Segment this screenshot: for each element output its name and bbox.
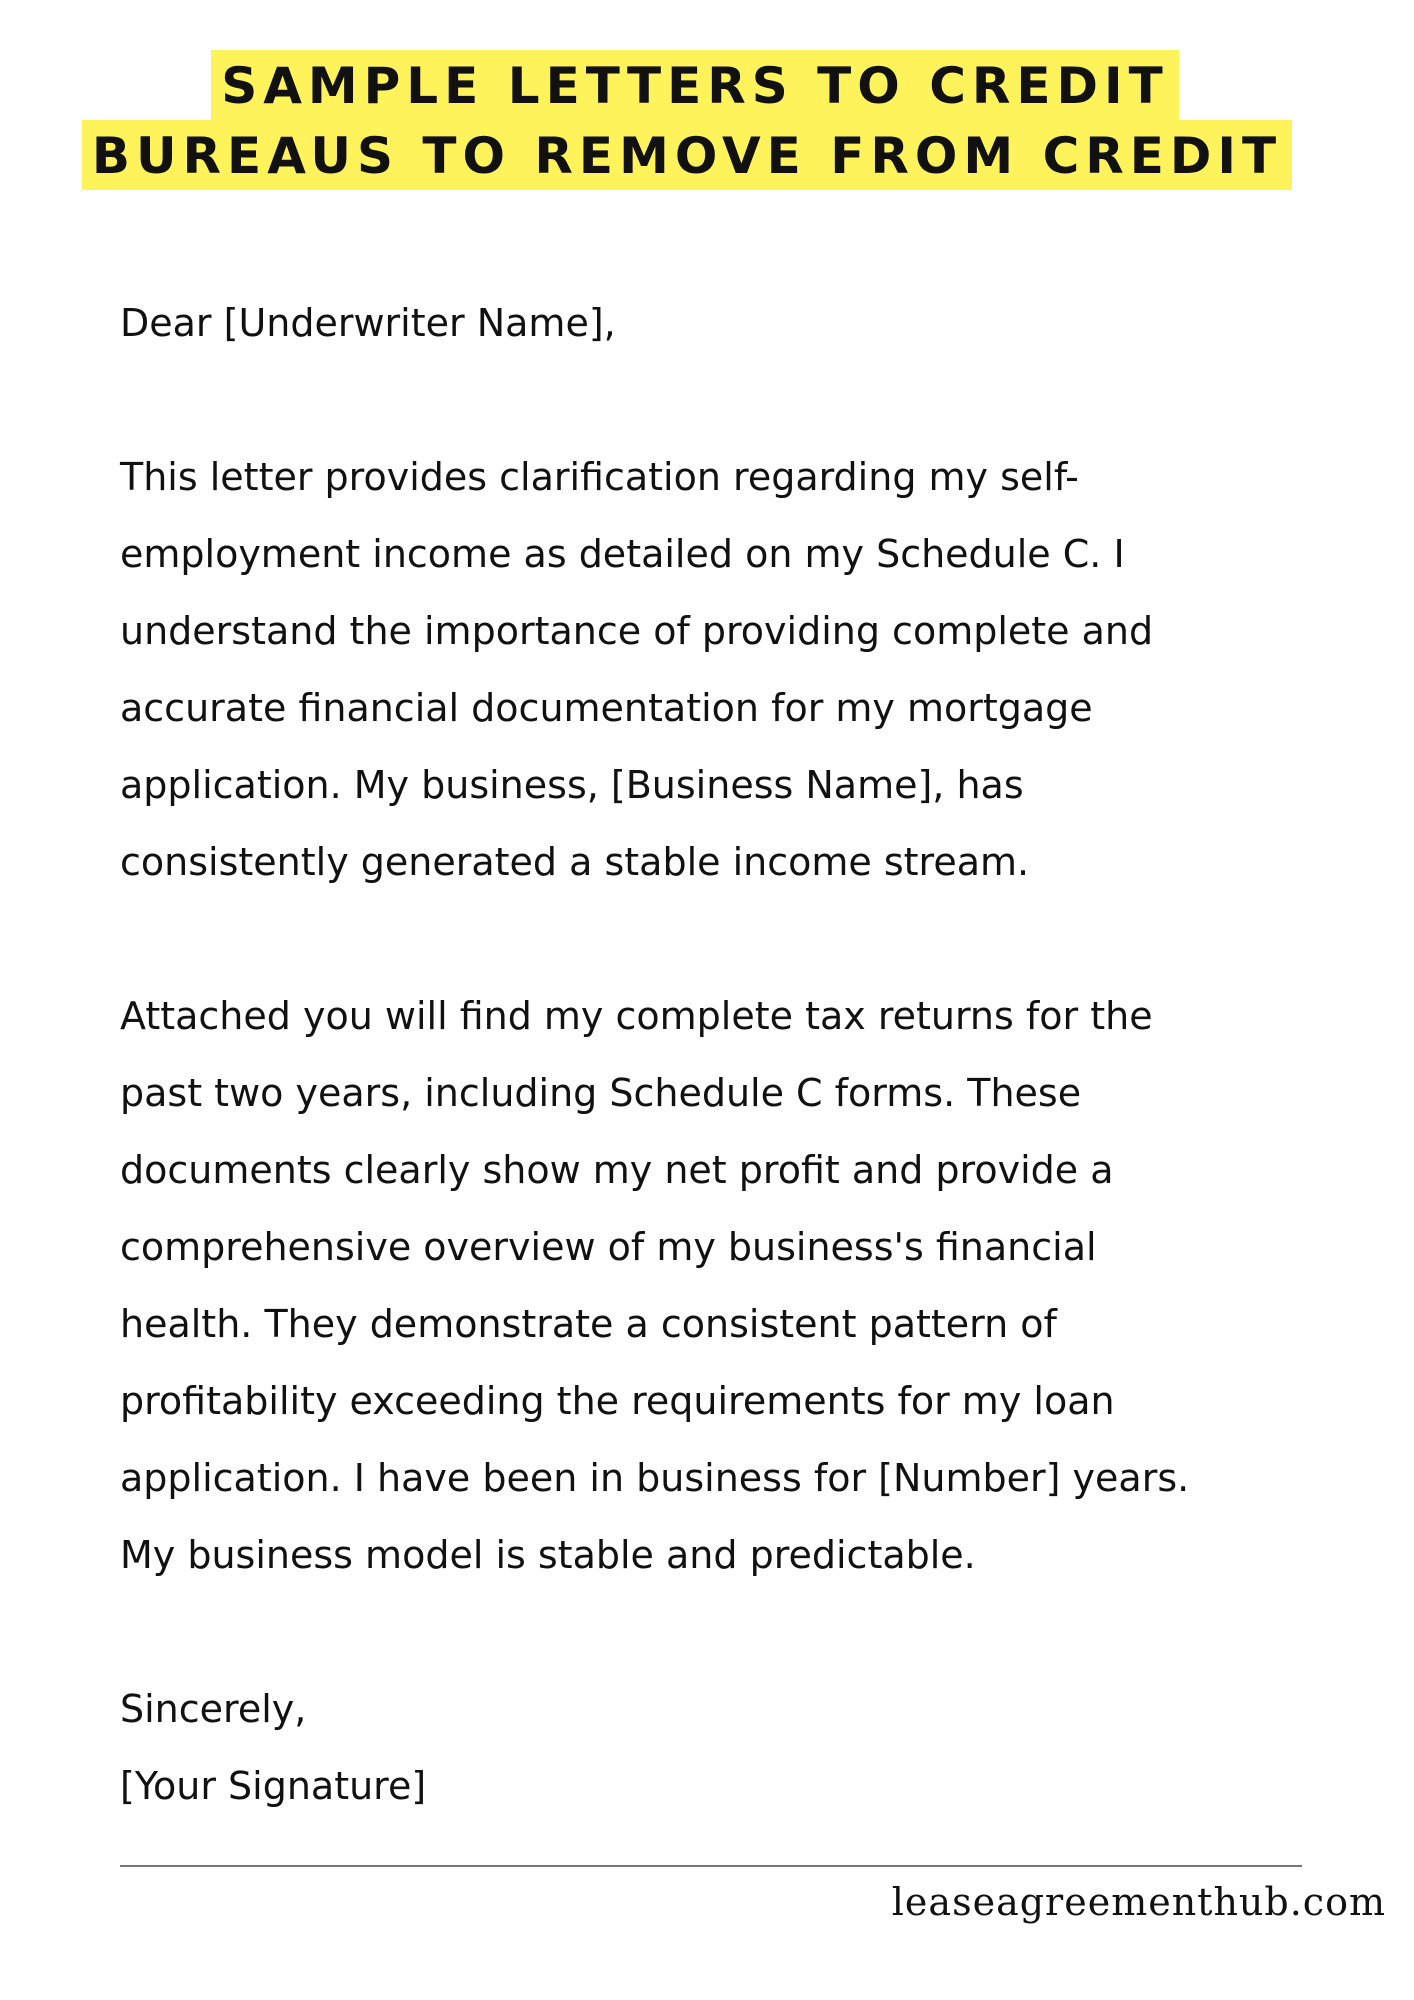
paragraph-1 [120, 439, 1320, 901]
paragraph-line: health. They demonstrate a consistent pattern of [120, 1302, 1057, 1346]
paragraph-line: application. I have been in business for [Number] years. [120, 1456, 1190, 1500]
letter-body [120, 285, 1320, 1825]
salutation: Dear [Underwriter Name], [120, 301, 616, 345]
paragraph-line: understand the importance of providing complete and [120, 609, 1154, 653]
paragraph-spacer [120, 362, 1320, 439]
footer-site-name: leaseagreementhub.com [891, 1880, 1386, 1924]
paragraph-line: employment income as detailed on my Schedule C. I [120, 532, 1125, 576]
paragraph-line: consistently generated a stable income stream. [120, 840, 1030, 884]
paragraph-line: comprehensive overview of my business's financial [120, 1225, 1097, 1269]
paragraph-spacer [120, 1594, 1320, 1671]
paragraph-line: Attached you will find my complete tax returns for the [120, 994, 1153, 1038]
closing: Sincerely, [120, 1687, 307, 1731]
page-title [0, 50, 1414, 190]
paragraph-line: profitability exceeding the requirements for my loan [120, 1379, 1115, 1423]
paragraph-line: past two years, including Schedule C forms. These [120, 1071, 1082, 1115]
paragraph-line: application. My business, [Business Name], has [120, 763, 1024, 807]
footer-divider [120, 1865, 1302, 1867]
paragraph-line: This letter provides clarification regarding my self- [120, 455, 1079, 499]
paragraph-line: documents clearly show my net profit and provide a [120, 1148, 1114, 1192]
title-line-2: BUREAUS TO REMOVE FROM CREDIT [82, 120, 1292, 190]
paragraph-line: My business model is stable and predictable. [120, 1533, 976, 1577]
paragraph-line: accurate financial documentation for my mortgage [120, 686, 1093, 730]
signature-placeholder: [Your Signature] [120, 1764, 427, 1808]
paragraph-2 [120, 978, 1320, 1594]
paragraph-spacer [120, 901, 1320, 978]
title-line-1: SAMPLE LETTERS TO CREDIT [211, 50, 1179, 120]
